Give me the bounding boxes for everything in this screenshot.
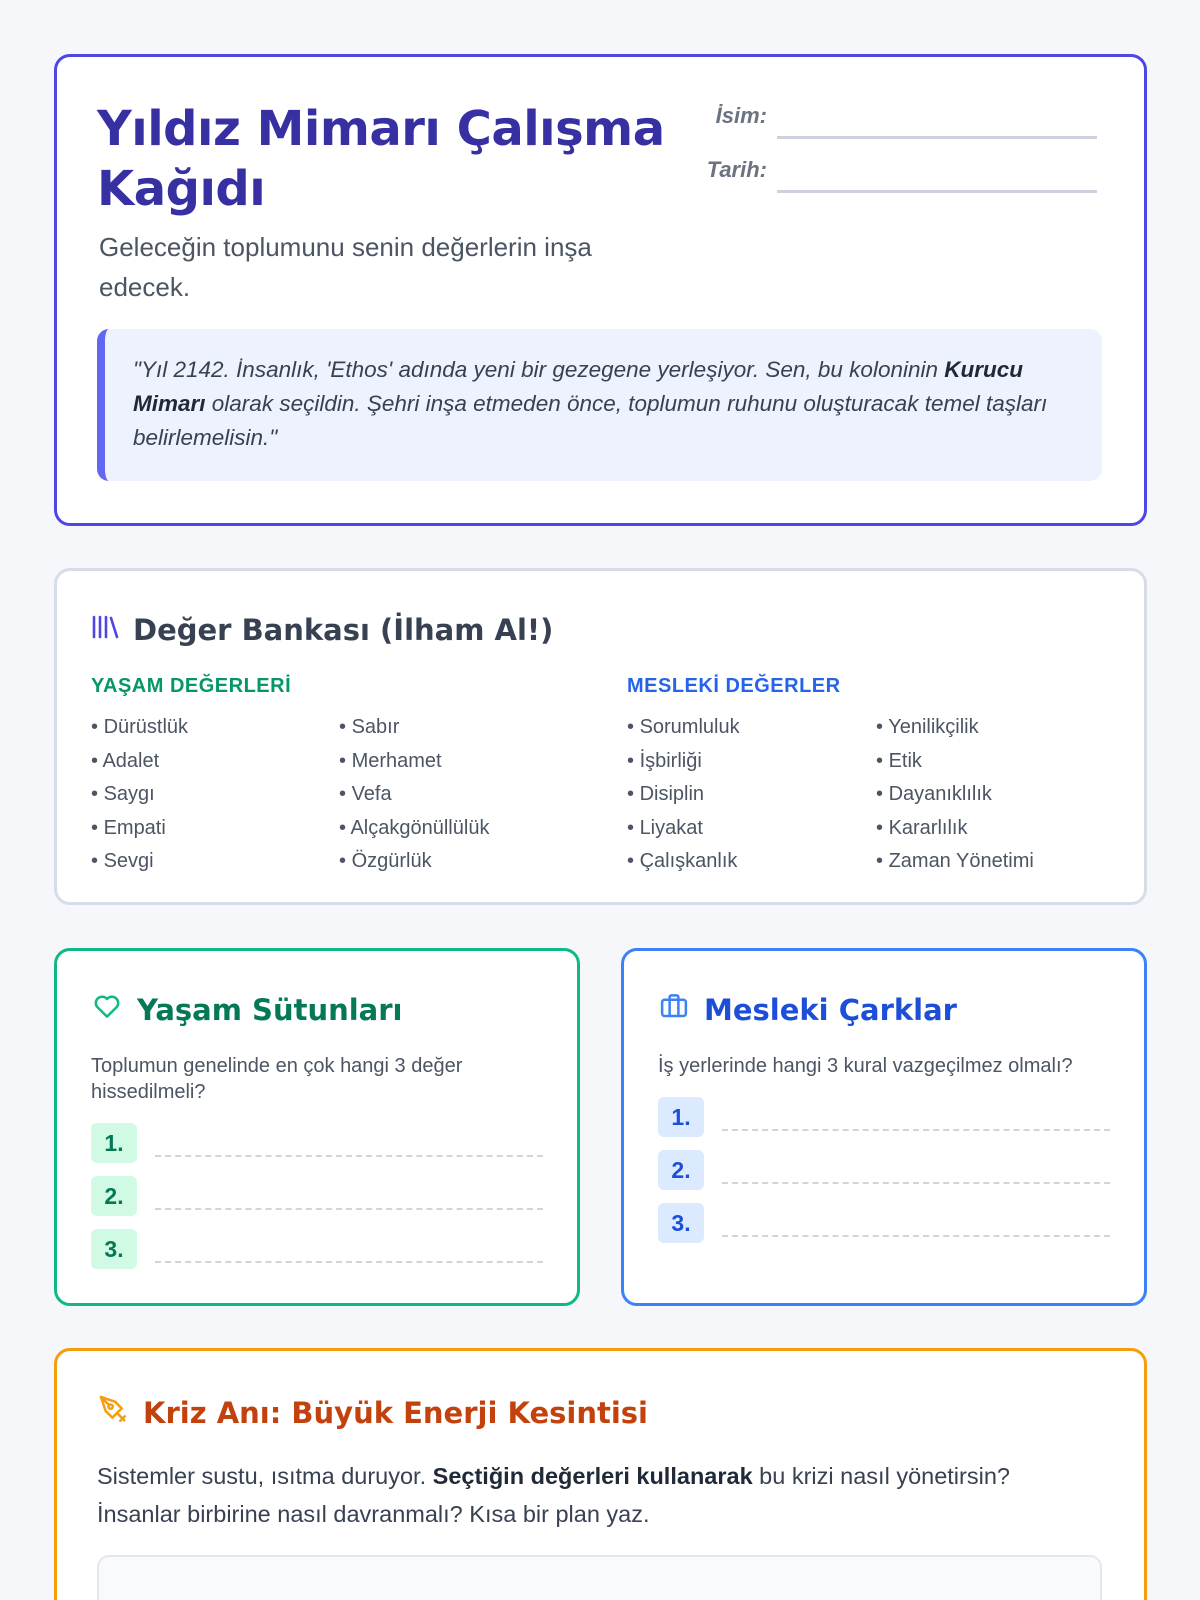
list-item: • Etik <box>876 745 1034 779</box>
answer-number: 2. <box>658 1150 704 1190</box>
work-values-list-2 <box>876 711 1034 879</box>
list-item: • Çalışkanlık <box>627 845 740 879</box>
value-bank-title: Değer Bankası (İlham Al!) <box>133 613 554 647</box>
list-item: • İşbirliği <box>627 745 740 779</box>
pen-nib-icon <box>97 1393 129 1432</box>
work-values-list-1 <box>627 711 740 879</box>
briefcase-icon <box>658 991 690 1028</box>
list-item: • Sorumluluk <box>627 711 740 745</box>
name-input-line[interactable] <box>777 136 1097 139</box>
work-gears-prompt: İş yerlerinde hangi 3 kural vazgeçilmez olmalı? <box>658 1055 1073 1077</box>
life-pillars-title: Yaşam Sütunları <box>137 992 403 1027</box>
answer-row-3[interactable] <box>91 1229 543 1269</box>
list-item: • Disiplin <box>627 778 740 812</box>
heart-icon <box>91 991 123 1028</box>
crisis-text-bold: Seçtiğin değerleri kullanarak <box>432 1463 753 1489</box>
answer-row-2[interactable] <box>91 1176 543 1216</box>
quote-text-1: "Yıl 2142. İnsanlık, 'Ethos' adında yeni bir gezegene yerleşiyor. Sen, bu koloninin <box>133 357 945 382</box>
answer-line[interactable] <box>155 1155 543 1157</box>
life-values-heading: YAŞAM DEĞERLERİ <box>91 675 292 697</box>
worksheet-header-card <box>54 54 1147 526</box>
list-item: • Merhamet <box>339 745 489 779</box>
list-item: • Alçakgönüllülük <box>339 812 489 846</box>
list-item: • Vefa <box>339 778 489 812</box>
name-field[interactable] <box>697 99 1097 139</box>
story-quote <box>97 329 1102 481</box>
list-item: • Sevgi <box>91 845 188 879</box>
life-pillars-heading <box>91 991 403 1028</box>
work-gears-heading <box>658 991 957 1028</box>
quote-bold: Kurucu Mimarı <box>133 357 1023 416</box>
list-item: • Zaman Yönetimi <box>876 845 1034 879</box>
answer-line[interactable] <box>722 1129 1110 1131</box>
date-field[interactable] <box>697 153 1097 193</box>
answer-number: 1. <box>91 1123 137 1163</box>
list-item: • Liyakat <box>627 812 740 846</box>
list-item: • Kararlılık <box>876 812 1034 846</box>
quote-text-2: olarak seçildin. Şehri inşa etmeden önce, toplumun ruhunu oluşturacak temel taşları belirlemelisin." <box>133 391 1048 450</box>
life-values-list-1 <box>91 711 188 879</box>
date-label: Tarih: <box>706 157 767 182</box>
answer-number: 2. <box>91 1176 137 1216</box>
life-pillars-card <box>54 948 580 1306</box>
list-item: • Adalet <box>91 745 188 779</box>
crisis-heading <box>97 1393 648 1432</box>
answer-line[interactable] <box>155 1261 543 1263</box>
answer-line[interactable] <box>155 1208 543 1210</box>
answer-line[interactable] <box>722 1182 1110 1184</box>
list-item: • Saygı <box>91 778 188 812</box>
life-pillars-prompt: Toplumun genelinde en çok hangi 3 değer hissedilmeli? <box>91 1055 463 1103</box>
answer-line[interactable] <box>722 1235 1110 1237</box>
books-icon <box>91 613 119 647</box>
page-subtitle: Geleceğin toplumunu senin değerlerin inşa edecek. <box>99 232 592 302</box>
date-input-line[interactable] <box>777 190 1097 193</box>
value-bank-card <box>54 568 1147 905</box>
work-gears-title: Mesleki Çarklar <box>704 992 957 1027</box>
list-item: • Empati <box>91 812 188 846</box>
work-values-heading: MESLEKİ DEĞERLER <box>627 675 841 697</box>
list-item: • Sabır <box>339 711 489 745</box>
page-title: Yıldız Mimarı Çalışma Kağıdı <box>97 101 665 217</box>
crisis-title: Kriz Anı: Büyük Enerji Kesintisi <box>143 1395 648 1430</box>
answer-row-3[interactable] <box>658 1203 1110 1243</box>
crisis-answer-box[interactable] <box>97 1555 1102 1600</box>
value-bank-heading <box>91 613 553 647</box>
list-item: • Özgürlük <box>339 845 489 879</box>
list-item: • Dayanıklılık <box>876 778 1034 812</box>
work-gears-card <box>621 948 1147 1306</box>
answer-number: 3. <box>91 1229 137 1269</box>
answer-row-1[interactable] <box>91 1123 543 1163</box>
crisis-description <box>97 1457 1097 1533</box>
list-item: • Dürüstlük <box>91 711 188 745</box>
crisis-card <box>54 1348 1147 1600</box>
life-values-list-2 <box>339 711 489 879</box>
list-item: • Yenilikçilik <box>876 711 1034 745</box>
answer-row-2[interactable] <box>658 1150 1110 1190</box>
crisis-text-2: bu krizi nasıl yönetirsin? İnsanlar birbirine nasıl davranmalı? Kısa bir plan yaz. <box>97 1463 1010 1527</box>
answer-row-1[interactable] <box>658 1097 1110 1137</box>
answer-number: 3. <box>658 1203 704 1243</box>
name-label: İsim: <box>715 103 767 128</box>
crisis-text-1: Sistemler sustu, ısıtma duruyor. <box>97 1463 433 1489</box>
answer-number: 1. <box>658 1097 704 1137</box>
